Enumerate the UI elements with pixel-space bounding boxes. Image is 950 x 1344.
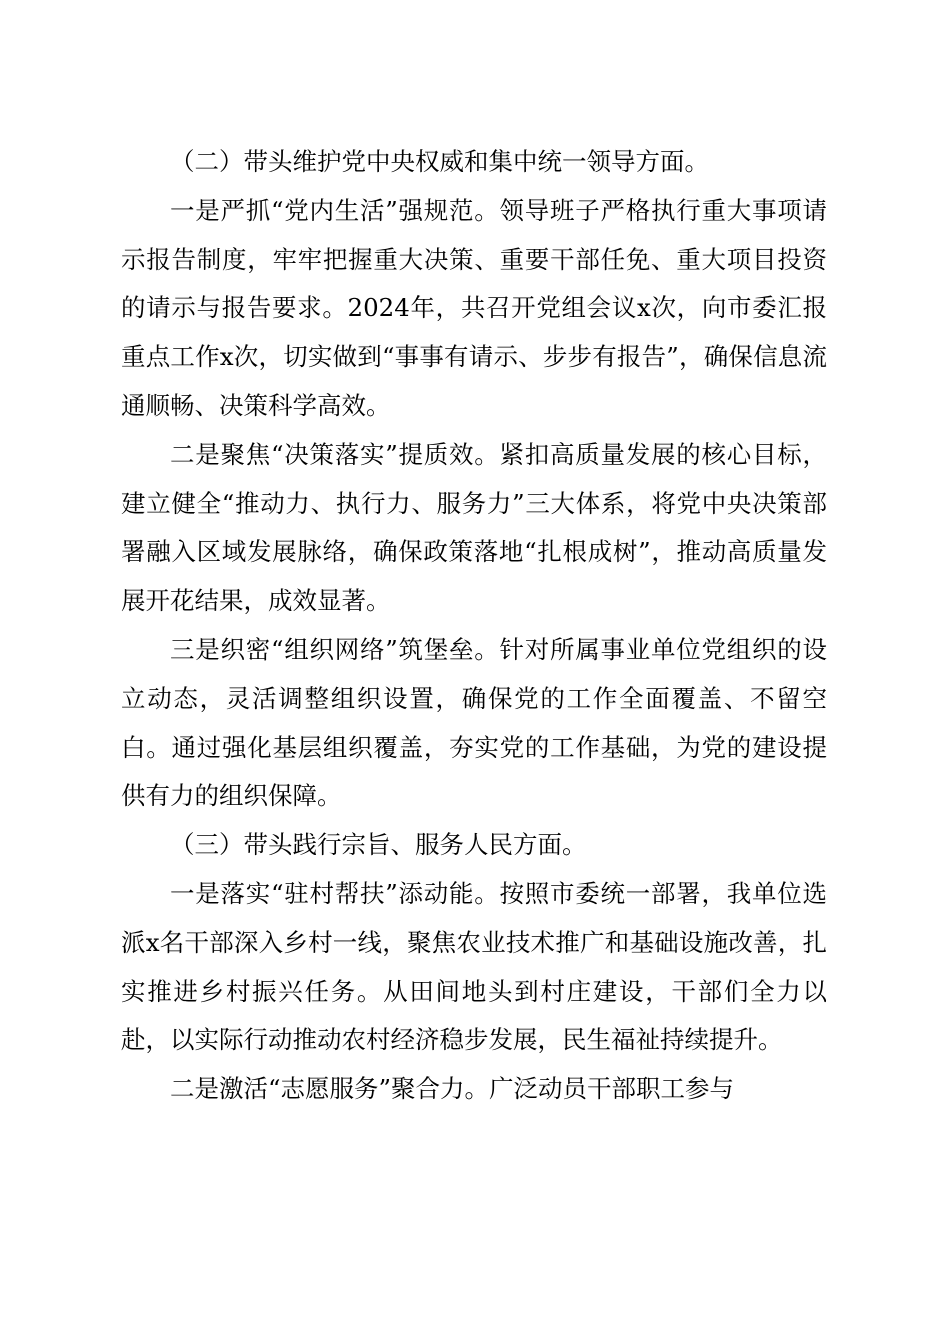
paragraph-organization-network: 三是织密“组织网络”筑堡垒。针对所属事业单位党组织的设立动态，灵活调整组织设置，确保党的工作全面覆盖、不留空白。通过强化基层组织覆盖，夯实党的工作基础，为党的建设提供有力的组织保障。 (121, 634, 827, 811)
document-body (121, 138, 827, 1114)
section-heading-two: （二）带头维护党中央权威和集中统一领导方面。 (170, 147, 709, 176)
paragraph-decision-implementation: 二是聚焦“决策落实”提质效。紧扣高质量发展的核心目标，建立健全“推动力、执行力、服务力”三大体系，将党中央决策部署融入区域发展脉络，确保政策落地“扎根成树”，推动高质量发展开花结果，成效显著。 (121, 439, 827, 616)
section-heading-three: （三）带头践行宗旨、服务人民方面。 (170, 830, 587, 860)
paragraph-volunteer-service: 二是激活“志愿服务”聚合力。广泛动员干部职工参与 (170, 1074, 735, 1104)
paragraph-party-life: 一是严抓“党内生活”强规范。领导班子严格执行重大事项请示报告制度，牢牢把握重大决策、重要干部任免、重大项目投资的请示与报告要求。2024年，共召开党组会议x次，向市委汇报重点工作x次，切实做到“事事有请示、步步有报告”，确保信息流通顺畅、决策科学高效。 (121, 195, 827, 420)
paragraph-village-assistance: 一是落实“驻村帮扶”添动能。按照市委统一部署，我单位选派x名干部深入乡村一线，聚焦农业技术推广和基础设施改善，扎实推进乡村振兴任务。从田间地头到村庄建设，干部们全力以赴，以实际行动推动农村经济稳步发展，民生福祉持续提升。 (121, 878, 827, 1055)
